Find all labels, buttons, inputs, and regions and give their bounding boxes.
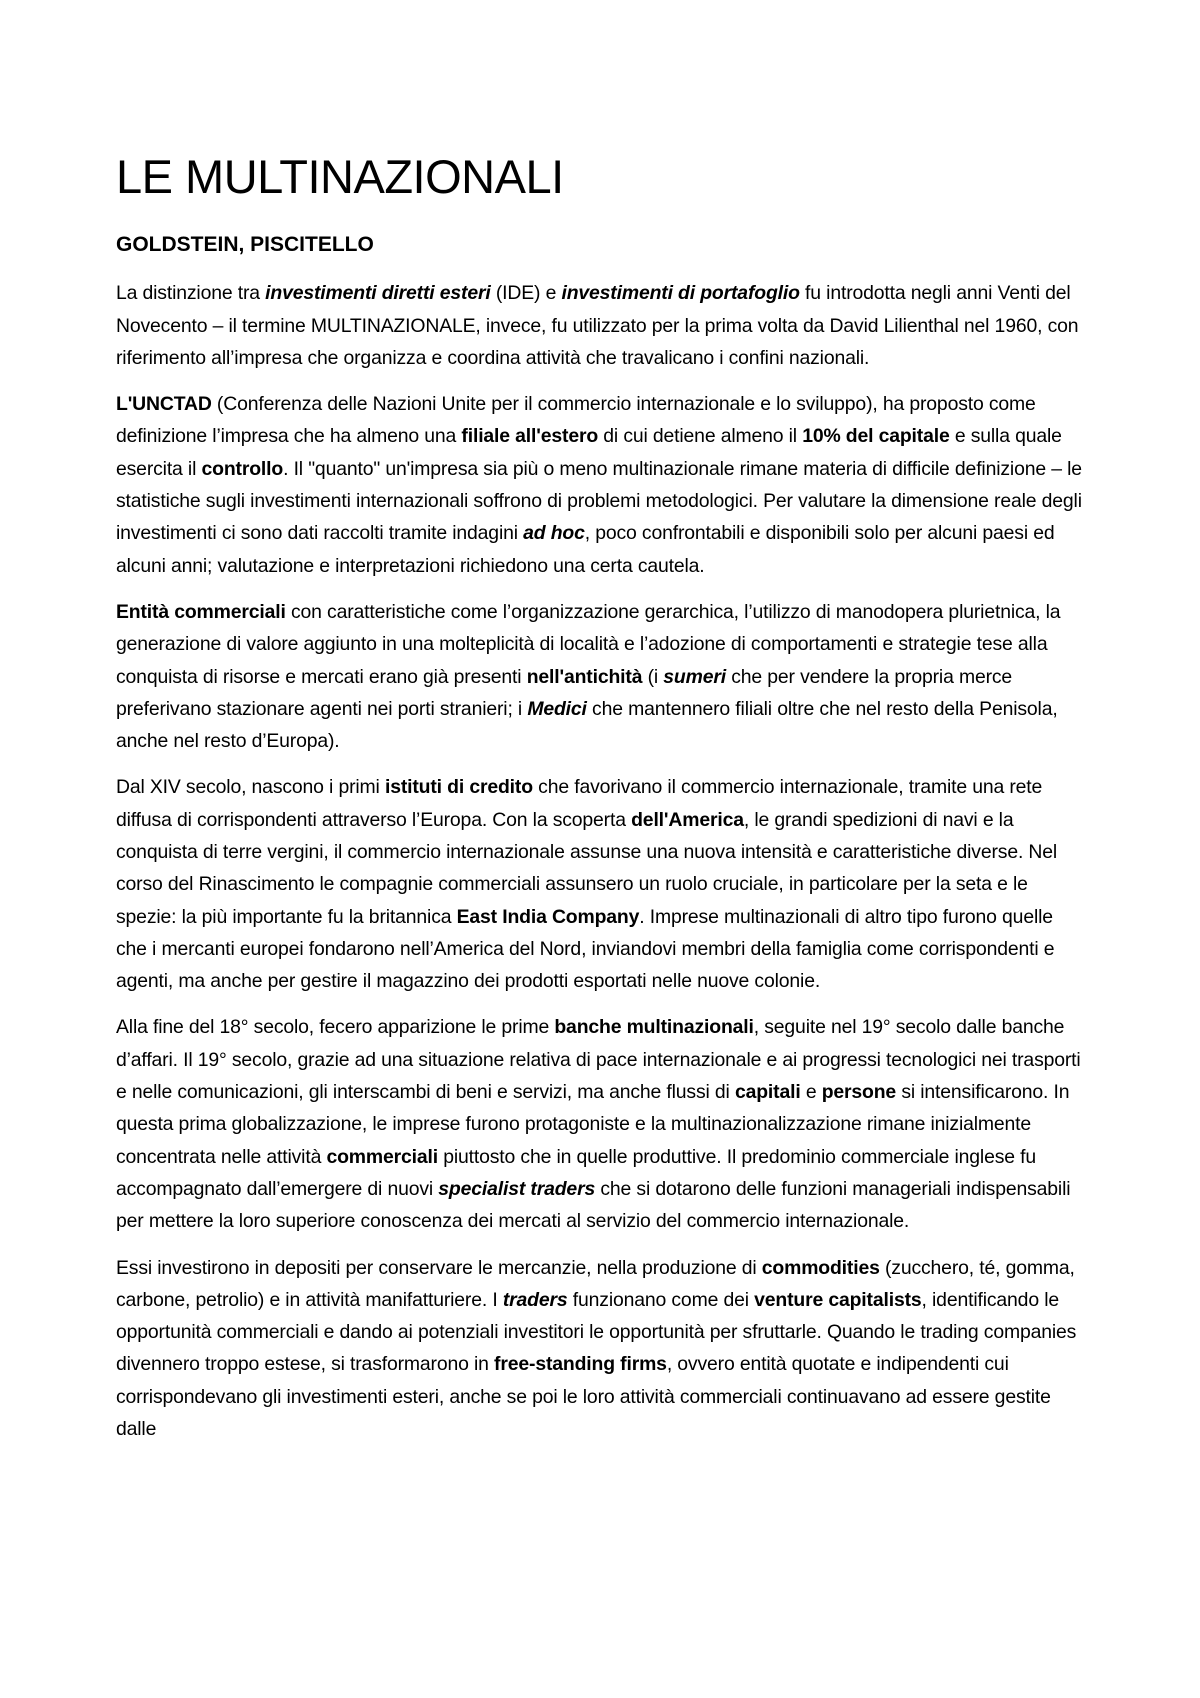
bold-term: free-standing firms bbox=[494, 1353, 667, 1376]
bold-term: filiale all'estero bbox=[461, 425, 599, 448]
bold-italic-term: ad hoc bbox=[523, 522, 585, 545]
bold-italic-term: investimenti diretti esteri bbox=[265, 282, 491, 305]
bold-italic-term: traders bbox=[502, 1288, 568, 1311]
bold-italic-term: specialist traders bbox=[438, 1177, 596, 1200]
text-run: e sulla quale esercita il bbox=[116, 425, 1062, 480]
text-run: di cui detiene almeno il bbox=[598, 425, 803, 448]
text-run: piuttosto che in quelle produttive. Il predominio commerciale inglese fu accompagnato dall’emergere di nuovi bbox=[116, 1145, 1037, 1200]
document-title: LE MULTINAZIONALI bbox=[116, 150, 564, 203]
text-run: (zucchero, té, gomma, carbone, petrolio) e in attività manifatturiere. I bbox=[116, 1256, 1075, 1311]
text-run: che per vendere la propria merce preferivano stazionare agenti nei porti stranieri; i bbox=[116, 665, 1013, 720]
body-paragraph bbox=[116, 388, 1088, 582]
text-run: . Il "quanto" un'impresa sia più o meno multinazionale rimane materia di difficile definizione – le statistiche sugli investimenti internazionali soffrono di problemi metodologici. Per valutare la dimensione reale degli investimenti ci sono dati raccolti tramite indagini bbox=[116, 457, 1082, 545]
bold-italic-term: Medici bbox=[527, 697, 587, 720]
bold-term: capitali bbox=[734, 1081, 801, 1104]
document-body bbox=[116, 277, 1088, 1445]
text-run: , le grandi spedizioni di navi e la conquista di terre vergini, il commercio internazionale assunse una nuova intensità e caratteristiche diverse. Nel corso del Rinascimento le compagnie commerciali assunsero un ruolo cruciale, in particolare per la seta e le spezie: la più importante fu la britannica bbox=[116, 808, 1058, 928]
body-paragraph bbox=[116, 277, 1088, 374]
text-run: Alla fine del 18° secolo, fecero apparizione le prime bbox=[116, 1016, 555, 1039]
text-run: funzionano come dei bbox=[567, 1288, 755, 1311]
text-run: , seguite nel 19° secolo dalle banche d’affari. Il 19° secolo, grazie ad una situazione relativa di pace internazionale e ai progressi tecnologici nei trasporti e nelle comunicazioni, gli interscambi di beni e servizi, ma anche flussi di bbox=[116, 1016, 1081, 1104]
text-run: che mantennero filiali oltre che nel resto della Penisola, anche nel resto d’Europa). bbox=[116, 697, 1058, 753]
body-paragraph bbox=[116, 1252, 1088, 1446]
text-run: Dal XIV secolo, nascono i primi bbox=[116, 776, 385, 799]
bold-term: controllo bbox=[201, 457, 284, 480]
text-run: si intensificarono. In questa prima globalizzazione, le imprese furono protagoniste e la multinazionalizzazione rimane inizialmente concentrata nelle attività bbox=[116, 1081, 1070, 1168]
text-run: , poco confrontabili e disponibili solo per alcuni paesi ed alcuni anni; valutazione e interpretazioni richiedono una certa cautela. bbox=[116, 522, 1055, 577]
text-run: fu introdotta negli anni Venti del Novecento – il termine MULTINAZIONALE, invece, fu utilizzato per la prima volta da David Lilienthal nel 1960, con riferimento all’impresa che organizza e coordina attività che travalicano i confini nazionali. bbox=[116, 282, 1079, 369]
text-run: , identificando le opportunità commerciali e dando ai potenziali investitori le opportunità per sfruttarle. Quando le trading companies divennero troppo estese, si trasformarono in bbox=[116, 1288, 1077, 1376]
bold-term: East India Company bbox=[456, 905, 640, 928]
bold-term: nell'antichità bbox=[526, 665, 643, 688]
bold-term: venture capitalists bbox=[754, 1288, 922, 1311]
text-run: (Conferenza delle Nazioni Unite per il commercio internazionale e lo sviluppo), ha proposto come definizione l’impresa che ha almeno una bbox=[116, 393, 1036, 448]
text-run: La distinzione tra bbox=[116, 282, 266, 305]
text-run: che si dotarono delle funzioni manageriali indispensabili per mettere la loro superiore conoscenza dei mercati al servizio del commercio internazionale. bbox=[116, 1177, 1071, 1233]
bold-term: L'UNCTAD bbox=[116, 393, 212, 416]
body-paragraph bbox=[116, 771, 1088, 997]
bold-term: commerciali bbox=[326, 1145, 438, 1168]
bold-italic-term: investimenti di portafoglio bbox=[561, 282, 800, 305]
bold-term: istituti di credito bbox=[384, 776, 533, 799]
bold-term: 10% del capitale bbox=[802, 425, 950, 448]
text-run: . Imprese multinazionali di altro tipo furono quelle che i mercanti europei fondarono nell’America del Nord, inviandovi membri della famiglia come corrispondenti e agenti, ma anche per gestire il magazzino dei prodotti esportati nelle nuove colonie. bbox=[116, 905, 1055, 993]
document-authors: GOLDSTEIN, PISCITELLO bbox=[116, 233, 374, 257]
bold-term: persone bbox=[821, 1081, 897, 1104]
text-run: che favorivano il commercio internazionale, tramite una rete diffusa di corrispondenti attraverso l’Europa. Con la scoperta bbox=[116, 776, 1043, 831]
text-run: (i bbox=[642, 665, 664, 688]
text-run: con caratteristiche come l’organizzazione gerarchica, l’utilizzo di manodopera plurietnica, la generazione di valore aggiunto in una molteplicità di località e l’adozione di comportamenti e strategie tese alla conquista di risorse e mercati erano già presenti bbox=[116, 600, 1061, 688]
bold-term: Entità commerciali bbox=[116, 600, 286, 623]
text-run: Essi investirono in depositi per conservare le mercanzie, nella produzione di bbox=[116, 1256, 762, 1279]
text-run: e bbox=[800, 1081, 822, 1104]
body-paragraph bbox=[116, 1011, 1088, 1237]
bold-term: commodities bbox=[761, 1256, 880, 1279]
bold-term: banche multinazionali bbox=[554, 1016, 754, 1039]
bold-italic-term: sumeri bbox=[663, 665, 726, 688]
text-run: (IDE) e bbox=[490, 282, 562, 305]
bold-term: dell'America bbox=[631, 808, 744, 831]
text-run: , ovvero entità quotate e indipendenti cui corrispondevano gli investimenti esteri, anche se poi le loro attività commerciali continuavano ad essere gestite dalle bbox=[116, 1353, 1051, 1441]
body-paragraph bbox=[116, 596, 1088, 757]
